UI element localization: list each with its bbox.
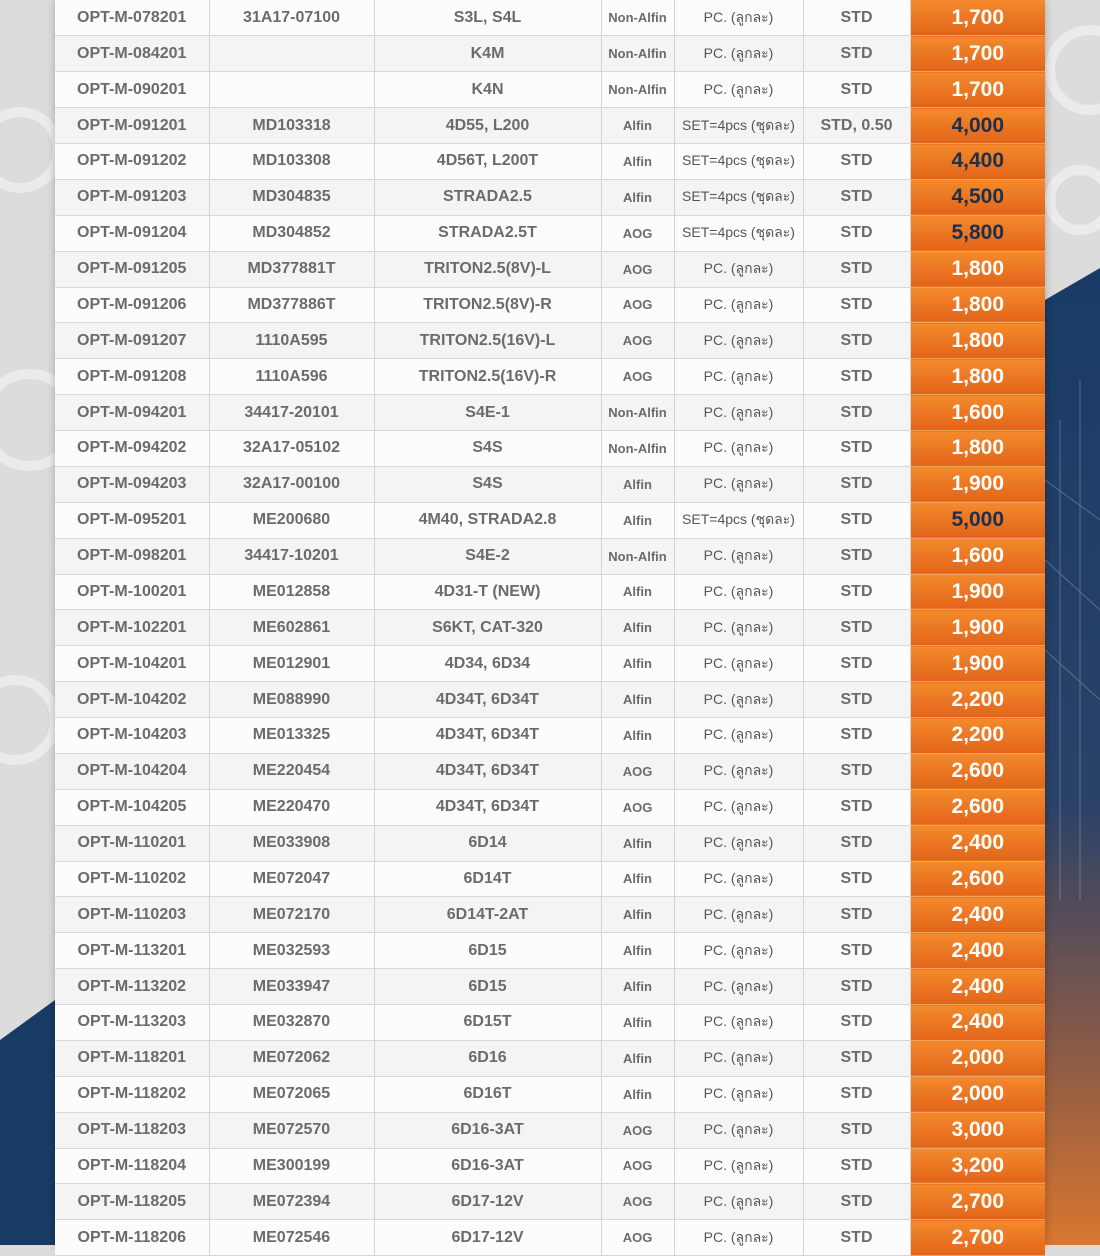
size-cell: STD, 0.50	[803, 108, 910, 144]
product-code-cell: OPT-M-078201	[55, 0, 209, 36]
price-cell: 1,700	[910, 0, 1045, 36]
product-code-cell: OPT-M-110202	[55, 861, 209, 897]
engine-model-cell: 6D17-12V	[374, 1220, 601, 1256]
table-row	[55, 1184, 1045, 1220]
piston-type-cell: Non-Alfin	[601, 36, 674, 72]
size-cell: STD	[803, 1184, 910, 1220]
part-number-cell: ME602861	[209, 610, 374, 646]
unit-cell: PC. (ลูกละ)	[674, 682, 803, 718]
unit-cell: PC. (ลูกละ)	[674, 1148, 803, 1184]
table-row	[55, 789, 1045, 825]
engine-model-cell: S4E-2	[374, 538, 601, 574]
table-row	[55, 825, 1045, 861]
part-number-cell: ME072546	[209, 1220, 374, 1256]
unit-cell: PC. (ลูกละ)	[674, 753, 803, 789]
engine-model-cell: K4N	[374, 72, 601, 108]
piston-type-cell: Alfin	[601, 1005, 674, 1041]
product-code-cell: OPT-M-095201	[55, 502, 209, 538]
part-number-cell: ME033908	[209, 825, 374, 861]
unit-cell: PC. (ลูกละ)	[674, 789, 803, 825]
part-number-cell: ME220454	[209, 753, 374, 789]
price-cell: 2,000	[910, 1040, 1045, 1076]
engine-model-cell: 6D15	[374, 933, 601, 969]
product-code-cell: OPT-M-091204	[55, 215, 209, 251]
unit-cell: PC. (ลูกละ)	[674, 718, 803, 754]
piston-type-cell: AOG	[601, 753, 674, 789]
price-cell: 4,500	[910, 179, 1045, 215]
size-cell: STD	[803, 287, 910, 323]
engine-model-cell: 6D16	[374, 1040, 601, 1076]
size-cell: STD	[803, 969, 910, 1005]
piston-type-cell: AOG	[601, 1184, 674, 1220]
part-number-cell: MD377886T	[209, 287, 374, 323]
engine-model-cell: 6D14T	[374, 861, 601, 897]
part-number-cell: 32A17-05102	[209, 431, 374, 467]
part-number-cell: MD304852	[209, 215, 374, 251]
piston-type-cell: Alfin	[601, 861, 674, 897]
product-code-cell: OPT-M-084201	[55, 36, 209, 72]
piston-type-cell: Alfin	[601, 144, 674, 180]
size-cell: STD	[803, 251, 910, 287]
piston-type-cell: Alfin	[601, 1076, 674, 1112]
piston-type-cell: AOG	[601, 215, 674, 251]
price-cell: 2,400	[910, 897, 1045, 933]
unit-cell: PC. (ลูกละ)	[674, 538, 803, 574]
price-cell: 2,600	[910, 753, 1045, 789]
engine-model-cell: 6D16-3AT	[374, 1148, 601, 1184]
piston-type-cell: Alfin	[601, 1040, 674, 1076]
part-number-cell: 31A17-07100	[209, 0, 374, 36]
table-row	[55, 359, 1045, 395]
piston-type-cell: Non-Alfin	[601, 395, 674, 431]
price-cell: 1,900	[910, 646, 1045, 682]
unit-cell: PC. (ลูกละ)	[674, 359, 803, 395]
engine-model-cell: 4D34, 6D34	[374, 646, 601, 682]
product-code-cell: OPT-M-110201	[55, 825, 209, 861]
price-cell: 5,800	[910, 215, 1045, 251]
table-row	[55, 718, 1045, 754]
table-row	[55, 753, 1045, 789]
piston-type-cell: Non-Alfin	[601, 72, 674, 108]
price-cell: 2,600	[910, 789, 1045, 825]
price-cell: 2,400	[910, 825, 1045, 861]
price-cell: 1,900	[910, 610, 1045, 646]
unit-cell: PC. (ลูกละ)	[674, 1005, 803, 1041]
unit-cell: SET=4pcs (ชุดละ)	[674, 144, 803, 180]
engine-model-cell: 4D34T, 6D34T	[374, 753, 601, 789]
table-row	[55, 36, 1045, 72]
table-row	[55, 1148, 1045, 1184]
part-number-cell: ME072170	[209, 897, 374, 933]
piston-type-cell: Non-Alfin	[601, 431, 674, 467]
table-row	[55, 969, 1045, 1005]
size-cell: STD	[803, 933, 910, 969]
engine-model-cell: 6D15T	[374, 1005, 601, 1041]
piston-type-cell: Alfin	[601, 718, 674, 754]
piston-type-cell: Alfin	[601, 825, 674, 861]
part-number-cell: ME072047	[209, 861, 374, 897]
table-row	[55, 682, 1045, 718]
piston-type-cell: AOG	[601, 1220, 674, 1256]
unit-cell: PC. (ลูกละ)	[674, 0, 803, 36]
engine-model-cell: K4M	[374, 36, 601, 72]
engine-model-cell: 4D31-T (NEW)	[374, 574, 601, 610]
unit-cell: PC. (ลูกละ)	[674, 574, 803, 610]
part-number-cell: 1110A596	[209, 359, 374, 395]
engine-model-cell: TRITON2.5(8V)-R	[374, 287, 601, 323]
unit-cell: PC. (ลูกละ)	[674, 466, 803, 502]
price-cell: 3,200	[910, 1148, 1045, 1184]
price-cell: 1,800	[910, 287, 1045, 323]
unit-cell: SET=4pcs (ชุดละ)	[674, 215, 803, 251]
table-row	[55, 574, 1045, 610]
table-row	[55, 502, 1045, 538]
part-number-cell: ME200680	[209, 502, 374, 538]
unit-cell: PC. (ลูกละ)	[674, 287, 803, 323]
table-row	[55, 1220, 1045, 1256]
engine-model-cell: 4D56T, L200T	[374, 144, 601, 180]
engine-model-cell: 4D34T, 6D34T	[374, 682, 601, 718]
part-number-cell	[209, 72, 374, 108]
price-cell: 1,800	[910, 431, 1045, 467]
unit-cell: PC. (ลูกละ)	[674, 933, 803, 969]
part-number-cell: ME072065	[209, 1076, 374, 1112]
product-code-cell: OPT-M-091207	[55, 323, 209, 359]
table-row	[55, 538, 1045, 574]
product-code-cell: OPT-M-098201	[55, 538, 209, 574]
size-cell: STD	[803, 682, 910, 718]
table-row	[55, 395, 1045, 431]
price-cell: 2,200	[910, 718, 1045, 754]
price-cell: 5,000	[910, 502, 1045, 538]
size-cell: STD	[803, 1076, 910, 1112]
product-code-cell: OPT-M-118206	[55, 1220, 209, 1256]
size-cell: STD	[803, 395, 910, 431]
part-number-cell: 32A17-00100	[209, 466, 374, 502]
table-row	[55, 1112, 1045, 1148]
price-cell: 2,400	[910, 969, 1045, 1005]
size-cell: STD	[803, 825, 910, 861]
table-row	[55, 251, 1045, 287]
size-cell: STD	[803, 1005, 910, 1041]
piston-type-cell: Alfin	[601, 646, 674, 682]
table-row	[55, 215, 1045, 251]
piston-type-cell: Alfin	[601, 610, 674, 646]
piston-type-cell: Alfin	[601, 682, 674, 718]
engine-model-cell: TRITON2.5(8V)-L	[374, 251, 601, 287]
table-row	[55, 610, 1045, 646]
unit-cell: PC. (ลูกละ)	[674, 72, 803, 108]
size-cell: STD	[803, 646, 910, 682]
product-code-cell: OPT-M-113201	[55, 933, 209, 969]
product-code-cell: OPT-M-090201	[55, 72, 209, 108]
engine-model-cell: 6D15	[374, 969, 601, 1005]
size-cell: STD	[803, 431, 910, 467]
part-number-cell: 34417-10201	[209, 538, 374, 574]
table-row	[55, 466, 1045, 502]
price-table-container	[55, 0, 1045, 1249]
product-code-cell: OPT-M-102201	[55, 610, 209, 646]
unit-cell: PC. (ลูกละ)	[674, 825, 803, 861]
size-cell: STD	[803, 1112, 910, 1148]
price-cell: 1,800	[910, 251, 1045, 287]
size-cell: STD	[803, 753, 910, 789]
product-code-cell: OPT-M-104202	[55, 682, 209, 718]
size-cell: STD	[803, 36, 910, 72]
size-cell: STD	[803, 144, 910, 180]
unit-cell: PC. (ลูกละ)	[674, 1184, 803, 1220]
table-row	[55, 144, 1045, 180]
size-cell: STD	[803, 574, 910, 610]
unit-cell: PC. (ลูกละ)	[674, 36, 803, 72]
unit-cell: SET=4pcs (ชุดละ)	[674, 179, 803, 215]
part-number-cell: MD103318	[209, 108, 374, 144]
part-number-cell: ME300199	[209, 1148, 374, 1184]
product-code-cell: OPT-M-094201	[55, 395, 209, 431]
engine-model-cell: S3L, S4L	[374, 0, 601, 36]
piston-type-cell: Alfin	[601, 466, 674, 502]
product-code-cell: OPT-M-118204	[55, 1148, 209, 1184]
size-cell: STD	[803, 0, 910, 36]
product-code-cell: OPT-M-100201	[55, 574, 209, 610]
table-row	[55, 933, 1045, 969]
unit-cell: PC. (ลูกละ)	[674, 431, 803, 467]
unit-cell: PC. (ลูกละ)	[674, 395, 803, 431]
table-row	[55, 431, 1045, 467]
price-cell: 1,900	[910, 574, 1045, 610]
price-cell: 4,000	[910, 108, 1045, 144]
size-cell: STD	[803, 72, 910, 108]
unit-cell: PC. (ลูกละ)	[674, 897, 803, 933]
unit-cell: PC. (ลูกละ)	[674, 251, 803, 287]
product-code-cell: OPT-M-091206	[55, 287, 209, 323]
part-number-cell: ME072062	[209, 1040, 374, 1076]
piston-type-cell: AOG	[601, 251, 674, 287]
engine-model-cell: TRITON2.5(16V)-R	[374, 359, 601, 395]
size-cell: STD	[803, 359, 910, 395]
unit-cell: SET=4pcs (ชุดละ)	[674, 502, 803, 538]
part-number-cell: ME012901	[209, 646, 374, 682]
piston-type-cell: AOG	[601, 1112, 674, 1148]
size-cell: STD	[803, 897, 910, 933]
engine-model-cell: STRADA2.5	[374, 179, 601, 215]
price-cell: 2,700	[910, 1184, 1045, 1220]
unit-cell: PC. (ลูกละ)	[674, 1112, 803, 1148]
part-number-cell: ME012858	[209, 574, 374, 610]
part-number-cell: MD304835	[209, 179, 374, 215]
product-code-cell: OPT-M-104204	[55, 753, 209, 789]
size-cell: STD	[803, 215, 910, 251]
product-code-cell: OPT-M-104201	[55, 646, 209, 682]
size-cell: STD	[803, 610, 910, 646]
engine-model-cell: 6D16-3AT	[374, 1112, 601, 1148]
engine-model-cell: 4D34T, 6D34T	[374, 789, 601, 825]
engine-model-cell: S6KT, CAT-320	[374, 610, 601, 646]
engine-model-cell: 6D16T	[374, 1076, 601, 1112]
price-cell: 2,400	[910, 933, 1045, 969]
table-row	[55, 323, 1045, 359]
table-row	[55, 861, 1045, 897]
engine-model-cell: S4S	[374, 431, 601, 467]
piston-type-cell: Alfin	[601, 502, 674, 538]
price-cell: 1,700	[910, 36, 1045, 72]
piston-type-cell: Non-Alfin	[601, 538, 674, 574]
engine-model-cell: 4M40, STRADA2.8	[374, 502, 601, 538]
piston-type-cell: Alfin	[601, 108, 674, 144]
price-cell: 2,400	[910, 1005, 1045, 1041]
piston-type-cell: Alfin	[601, 933, 674, 969]
table-row	[55, 72, 1045, 108]
size-cell: STD	[803, 718, 910, 754]
unit-cell: PC. (ลูกละ)	[674, 1040, 803, 1076]
price-cell: 2,600	[910, 861, 1045, 897]
table-row	[55, 287, 1045, 323]
unit-cell: PC. (ลูกละ)	[674, 1220, 803, 1256]
part-number-cell: 1110A595	[209, 323, 374, 359]
table-row	[55, 646, 1045, 682]
engine-model-cell: 6D14	[374, 825, 601, 861]
product-code-cell: OPT-M-091201	[55, 108, 209, 144]
table-row	[55, 0, 1045, 36]
piston-type-cell: AOG	[601, 789, 674, 825]
product-code-cell: OPT-M-113203	[55, 1005, 209, 1041]
product-code-cell: OPT-M-091205	[55, 251, 209, 287]
piston-type-cell: AOG	[601, 287, 674, 323]
size-cell: STD	[803, 1148, 910, 1184]
price-cell: 3,000	[910, 1112, 1045, 1148]
table-row	[55, 897, 1045, 933]
table-row	[55, 179, 1045, 215]
size-cell: STD	[803, 179, 910, 215]
piston-type-cell: Alfin	[601, 179, 674, 215]
part-number-cell: MD377881T	[209, 251, 374, 287]
product-code-cell: OPT-M-118202	[55, 1076, 209, 1112]
engine-model-cell: S4E-1	[374, 395, 601, 431]
price-table-body	[55, 0, 1045, 1256]
unit-cell: PC. (ลูกละ)	[674, 861, 803, 897]
table-row	[55, 1005, 1045, 1041]
part-number-cell: ME072394	[209, 1184, 374, 1220]
product-code-cell: OPT-M-104203	[55, 718, 209, 754]
price-cell: 2,700	[910, 1220, 1045, 1256]
piston-type-cell: Non-Alfin	[601, 0, 674, 36]
product-code-cell: OPT-M-091203	[55, 179, 209, 215]
product-code-cell: OPT-M-094203	[55, 466, 209, 502]
part-number-cell: ME072570	[209, 1112, 374, 1148]
piston-type-cell: Alfin	[601, 574, 674, 610]
size-cell: STD	[803, 466, 910, 502]
price-table	[55, 0, 1045, 1256]
unit-cell: PC. (ลูกละ)	[674, 646, 803, 682]
part-number-cell: ME033947	[209, 969, 374, 1005]
piston-type-cell: AOG	[601, 323, 674, 359]
price-cell: 1,800	[910, 359, 1045, 395]
size-cell: STD	[803, 323, 910, 359]
engine-model-cell: 4D34T, 6D34T	[374, 718, 601, 754]
product-code-cell: OPT-M-104205	[55, 789, 209, 825]
part-number-cell: ME220470	[209, 789, 374, 825]
size-cell: STD	[803, 1040, 910, 1076]
price-cell: 1,900	[910, 466, 1045, 502]
part-number-cell: MD103308	[209, 144, 374, 180]
engine-model-cell: 4D55, L200	[374, 108, 601, 144]
part-number-cell: 34417-20101	[209, 395, 374, 431]
unit-cell: PC. (ลูกละ)	[674, 323, 803, 359]
engine-model-cell: 6D14T-2AT	[374, 897, 601, 933]
engine-model-cell: S4S	[374, 466, 601, 502]
part-number-cell: ME088990	[209, 682, 374, 718]
engine-model-cell: STRADA2.5T	[374, 215, 601, 251]
product-code-cell: OPT-M-110203	[55, 897, 209, 933]
part-number-cell	[209, 36, 374, 72]
engine-model-cell: 6D17-12V	[374, 1184, 601, 1220]
unit-cell: PC. (ลูกละ)	[674, 969, 803, 1005]
price-cell: 1,600	[910, 395, 1045, 431]
unit-cell: SET=4pcs (ชุดละ)	[674, 108, 803, 144]
product-code-cell: OPT-M-118201	[55, 1040, 209, 1076]
product-code-cell: OPT-M-094202	[55, 431, 209, 467]
price-cell: 2,000	[910, 1076, 1045, 1112]
price-cell: 1,600	[910, 538, 1045, 574]
price-cell: 1,700	[910, 72, 1045, 108]
unit-cell: PC. (ลูกละ)	[674, 610, 803, 646]
product-code-cell: OPT-M-118205	[55, 1184, 209, 1220]
size-cell: STD	[803, 789, 910, 825]
product-code-cell: OPT-M-091202	[55, 144, 209, 180]
part-number-cell: ME032593	[209, 933, 374, 969]
table-row	[55, 1040, 1045, 1076]
table-row	[55, 108, 1045, 144]
engine-model-cell: TRITON2.5(16V)-L	[374, 323, 601, 359]
product-code-cell: OPT-M-118203	[55, 1112, 209, 1148]
unit-cell: PC. (ลูกละ)	[674, 1076, 803, 1112]
size-cell: STD	[803, 1220, 910, 1256]
size-cell: STD	[803, 538, 910, 574]
size-cell: STD	[803, 502, 910, 538]
part-number-cell: ME032870	[209, 1005, 374, 1041]
piston-type-cell: Alfin	[601, 897, 674, 933]
piston-type-cell: Alfin	[601, 969, 674, 1005]
price-cell: 4,400	[910, 144, 1045, 180]
piston-type-cell: AOG	[601, 359, 674, 395]
size-cell: STD	[803, 861, 910, 897]
price-cell: 2,200	[910, 682, 1045, 718]
part-number-cell: ME013325	[209, 718, 374, 754]
price-cell: 1,800	[910, 323, 1045, 359]
product-code-cell: OPT-M-091208	[55, 359, 209, 395]
table-row	[55, 1076, 1045, 1112]
product-code-cell: OPT-M-113202	[55, 969, 209, 1005]
piston-type-cell: AOG	[601, 1148, 674, 1184]
